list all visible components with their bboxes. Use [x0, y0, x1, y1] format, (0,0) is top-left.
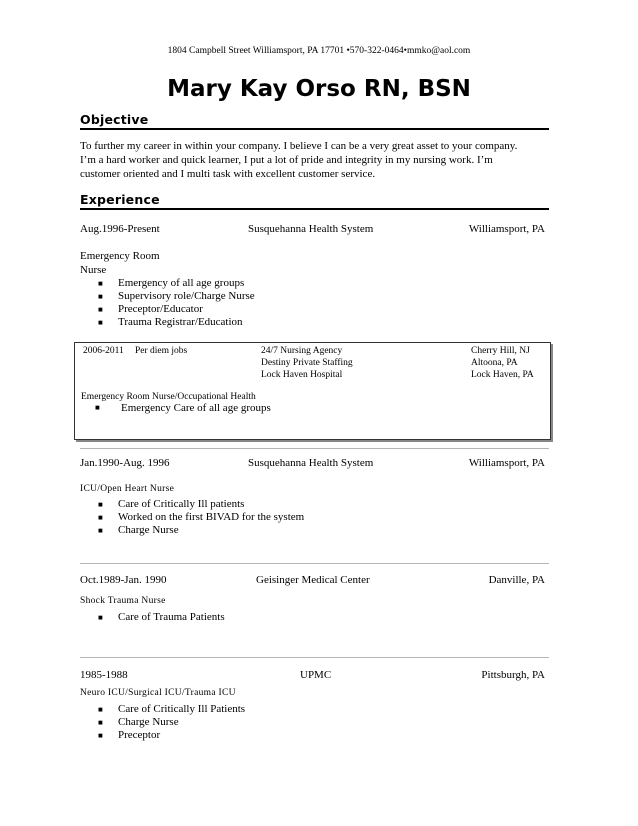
job-location: Williamsport, PA	[468, 457, 545, 469]
job-location: Danville, PA	[488, 574, 545, 586]
bullet-icon: ■	[98, 526, 103, 535]
box-location: Cherry Hill, NJ	[471, 346, 530, 356]
bullet-icon: ■	[98, 731, 103, 740]
bullet-icon: ■	[98, 305, 103, 314]
box-location: Lock Haven, PA	[471, 370, 534, 380]
list-item: ■ Emergency of all age groups	[98, 277, 245, 289]
job-dates: Jan.1990-Aug. 1996	[80, 457, 170, 469]
job-bullets	[80, 277, 255, 329]
bullet-icon: ■	[98, 513, 103, 522]
job-employer: Susquehanna Health System	[248, 457, 374, 469]
candidate-name: Mary Kay Orso RN, BSN	[167, 76, 471, 102]
job-role: Shock Trauma Nurse	[80, 596, 166, 606]
list-item: ■ Preceptor	[98, 729, 161, 741]
bullet-icon: ■	[98, 318, 103, 327]
job-role: ICU/Open Heart Nurse	[80, 484, 175, 494]
job-row	[80, 457, 545, 471]
objective-heading: Objective	[80, 112, 549, 130]
bullet-icon: ■	[98, 705, 103, 714]
job-location: Pittsburgh, PA	[481, 669, 545, 681]
objective-line: To further my career in within your company. I believe I can be a very great asset to your company.	[80, 140, 518, 152]
box-location: Altoona, PA	[471, 358, 518, 368]
per-diem-box	[74, 342, 551, 440]
job-role: Neuro ICU/Surgical ICU/Trauma ICU	[80, 688, 236, 698]
box-agency: Lock Haven Hospital	[261, 370, 343, 380]
job-bullets	[80, 703, 245, 742]
box-agency: 24/7 Nursing Agency	[261, 346, 343, 356]
list-item: ■ Care of Trauma Patients	[98, 611, 225, 623]
list-item: ■ Charge Nurse	[98, 524, 179, 536]
contact-line: 1804 Campbell Street Williamsport, PA 17701 •570-322-0464•mmko@aol.com	[167, 46, 471, 56]
job-employer: Geisinger Medical Center	[256, 574, 370, 586]
job-employer: Susquehanna Health System	[248, 223, 374, 235]
objective-line: I’m a hard worker and quick learner, I put a lot of pride and integrity in my nursing work. I’m	[80, 154, 493, 166]
list-item: ■ Care of Critically Ill patients	[98, 498, 245, 510]
job-location: Williamsport, PA	[468, 223, 545, 235]
bullet-icon: ■	[98, 718, 103, 727]
bullet-icon: ■	[98, 279, 103, 288]
bullet-icon: ■	[95, 403, 100, 412]
list-item: ■ Worked on the first BIVAD for the system	[98, 511, 305, 523]
list-item: ■ Charge Nurse	[98, 716, 179, 728]
divider	[80, 563, 549, 564]
box-bullet: Emergency Care of all age groups	[121, 402, 271, 414]
job-role: Nurse	[80, 264, 107, 276]
job-employer: UPMC	[300, 669, 332, 681]
box-agency: Destiny Private Staffing	[261, 358, 353, 368]
box-type: Per diem jobs	[135, 346, 188, 356]
job-dates: Oct.1989-Jan. 1990	[80, 574, 167, 586]
bullet-icon: ■	[98, 500, 103, 509]
bullet-icon: ■	[98, 292, 103, 301]
job-bullets	[80, 498, 304, 537]
list-item: ■ Supervisory role/Charge Nurse	[98, 290, 255, 302]
list-item: ■ Preceptor/Educator	[98, 303, 203, 315]
bullet-icon: ■	[98, 613, 103, 622]
job-dates: Aug.1996-Present	[80, 223, 160, 235]
box-dates: 2006-2011	[83, 346, 124, 356]
objective-text	[80, 139, 550, 181]
divider	[80, 448, 549, 449]
experience-heading: Experience	[80, 192, 549, 210]
list-item: ■ Care of Critically Ill Patients	[98, 703, 246, 715]
job-dates: 1985-1988	[80, 669, 128, 681]
job-row	[80, 223, 545, 237]
job-department: Emergency Room	[80, 250, 160, 262]
job-bullets	[80, 611, 225, 624]
divider	[80, 657, 549, 658]
box-role: Emergency Room Nurse/Occupational Health	[81, 392, 256, 402]
job-row	[80, 574, 545, 588]
job-row	[80, 669, 545, 683]
objective-line: customer oriented and I multi task with excellent customer service.	[80, 168, 376, 180]
list-item: ■ Trauma Registrar/Education	[98, 316, 243, 328]
